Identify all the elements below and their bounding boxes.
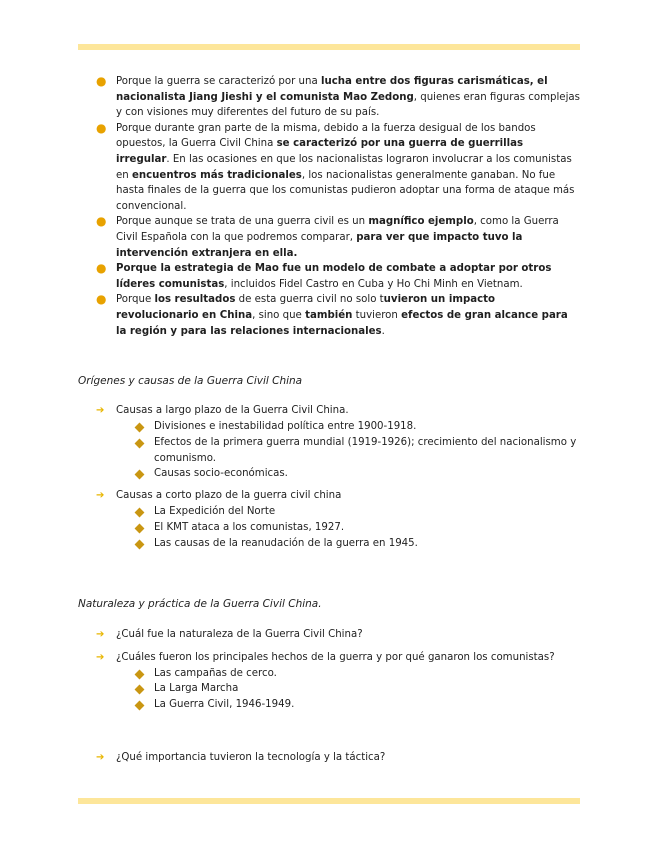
sub-item: Divisiones e inestabilidad política entre 1900-1918. [136,419,586,435]
sub-item: La Expedición del Norte [136,504,586,520]
sub-item: La Guerra Civil, 1946-1949. [136,697,586,713]
reason-bullet-item: ● Porque la guerra se caracterizó por una lucha entre dos figuras carismáticas, el nacionalista Jiang Jieshi y el comunista Mao Zedong, quienes eran figuras complejas y con visiones muy diferentes del futuro de su país. [96,74,580,119]
reason-bullet-item: ● Porque aunque se trata de una guerra civil es un magnífico ejemplo, como la Guerra Civil Española con la que podremos comparar, para ver que impacto tuvo la intervención extranjera en ella. [96,214,559,259]
bottom-decorative-rule [78,798,580,804]
reason-bullet-item: ● Porque durante gran parte de la misma, debido a la fuerza desigual de los bandos opuestos, la Guerra Civil China se caracterizó por una guerra de guerrillas irregular. En las ocasiones en que los nacionalistas lograron involucrar a los comunistas en encuentros más tradicionales, los nacionalistas generalmente ganaban. No fue hasta finales de la guerra que los comunistas pudieron adoptar una forma de ataque más convencional. [96,120,575,212]
sub-item: Efectos de la primera guerra mundial (1919-1926); crecimiento del nacionalismo y comunismo. [136,435,586,466]
sub-item: Las causas de la reanudación de la guerra en 1945. [136,536,586,552]
sub-item: El KMT ataca a los comunistas, 1927. [136,520,586,536]
bullet-dot-icon: ● [96,74,107,88]
arrow-icon: ➔ [96,490,105,501]
bullet-dot-icon: ● [96,292,107,307]
bullet-dot-icon: ● [96,120,107,135]
list-item-long-term-causes: ➔ Causas a largo plazo de la Guerra Civil China. [96,403,349,419]
top-decorative-rule [78,44,580,50]
arrow-icon: ➔ [96,652,105,663]
bullet-dot-icon: ● [96,214,107,229]
arrow-icon: ➔ [96,629,105,640]
bullet-dot-icon: ● [96,261,107,276]
section-heading-nature: Naturaleza y práctica de la Guerra Civil China. [78,598,322,610]
reasons-bullet-list [96,74,580,339]
arrow-icon: ➔ [96,405,105,416]
list-item-technology-question: ➔ ¿Qué importancia tuvieron la tecnología y la táctica? [96,750,385,766]
reason-bullet-item: ● Porque la estrategia de Mao fue un modelo de combate a adoptar por otros líderes comunistas, incluidos Fidel Castro en Cuba y Ho Chi Minh en Vietnam. [96,261,552,290]
sub-item: Causas socio-económicas. [136,466,586,482]
list-item-events-question: ➔ ¿Cuáles fueron los principales hechos de la guerra y por qué ganaron los comunistas? [96,650,555,666]
sub-item: La Larga Marcha [136,681,586,697]
reason-bullet-item: ● Porque los resultados de esta guerra civil no solo tuvieron un impacto revolucionario en China, sino que también tuvieron efectos de gran alcance para la región y para las relaciones internacionales. [96,292,568,337]
sub-item: Las campañas de cerco. [136,666,586,682]
list-item-nature-question: ➔ ¿Cuál fue la naturaleza de la Guerra Civil China? [96,627,363,643]
section-heading-origins: Orígenes y causas de la Guerra Civil China [78,375,303,387]
arrow-icon: ➔ [96,752,105,763]
list-item-short-term-causes: ➔ Causas a corto plazo de la guerra civil china [96,488,341,504]
